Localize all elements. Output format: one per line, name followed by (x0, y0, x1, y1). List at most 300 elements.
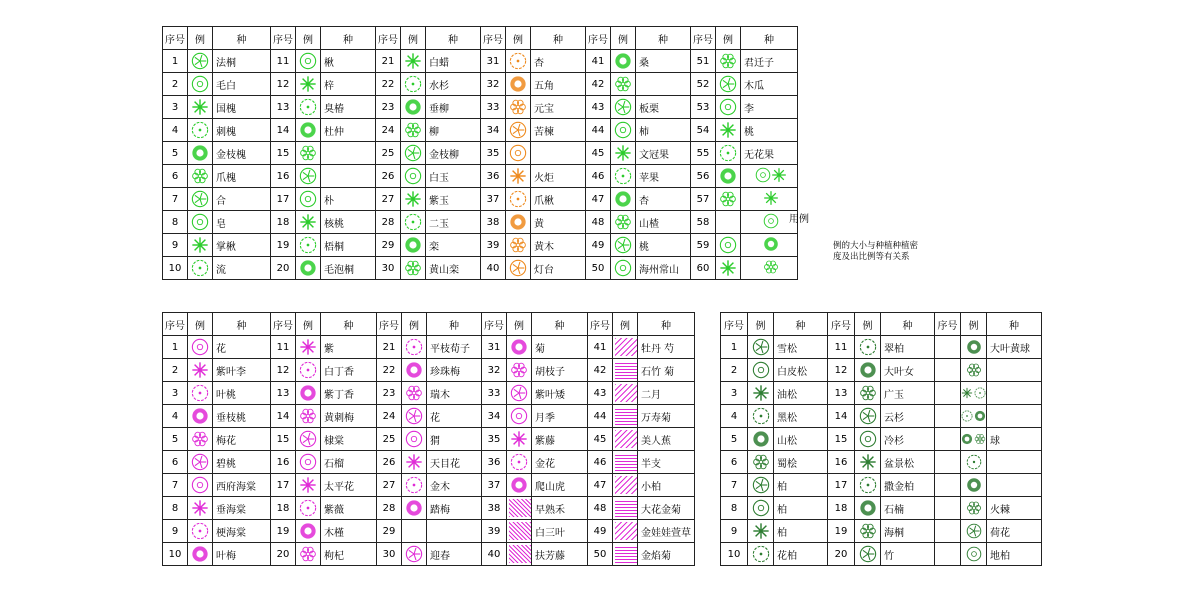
row-number (935, 520, 961, 543)
table-row (163, 211, 798, 234)
species-name: 珍珠梅 (427, 359, 482, 382)
row-number: 41 (586, 50, 611, 73)
symbol-cell (961, 359, 987, 382)
symbol-cell (188, 451, 213, 474)
plant-symbol-icon (299, 190, 317, 208)
header-name: 种 (321, 313, 377, 336)
plant-symbol-icon (614, 144, 632, 162)
plant-symbol-icon (191, 144, 209, 162)
species-name: 火炬 (531, 165, 586, 188)
species-name (321, 165, 376, 188)
plant-symbol-icon (974, 433, 986, 445)
symbol-cell (296, 50, 321, 73)
species-name: 撒金柏 (881, 474, 935, 497)
table-row (163, 257, 798, 280)
symbol-cell (402, 451, 427, 474)
plant-symbol-icon (966, 454, 982, 470)
plant-symbol-icon (299, 259, 317, 277)
row-number: 29 (377, 520, 402, 543)
species-name: 桑 (636, 50, 691, 73)
plant-symbol-icon (509, 121, 527, 139)
row-number: 38 (482, 497, 507, 520)
plant-symbol-icon (299, 338, 317, 356)
plant-symbol-icon (191, 167, 209, 185)
row-number: 2 (721, 359, 748, 382)
symbol-cell (613, 428, 638, 451)
symbol-cell (748, 520, 774, 543)
row-number: 47 (586, 188, 611, 211)
table-row (721, 382, 1042, 405)
species-name: 板栗 (636, 96, 691, 119)
plant-symbol-icon (299, 98, 317, 116)
plant-symbol-icon (510, 361, 528, 379)
species-name: 爪槐 (213, 165, 271, 188)
symbol-cell (611, 119, 636, 142)
plant-symbol-icon (966, 546, 982, 562)
table-row (163, 96, 798, 119)
symbol-cell (296, 359, 321, 382)
plant-symbol-icon (299, 430, 317, 448)
row-number: 54 (691, 119, 716, 142)
row-number: 43 (588, 382, 613, 405)
row-number: 40 (481, 257, 506, 280)
species-name: 灯台 (531, 257, 586, 280)
row-number: 7 (163, 474, 188, 497)
species-name: 元宝 (531, 96, 586, 119)
plant-symbol-icon (404, 144, 422, 162)
plant-symbol-icon (719, 75, 737, 93)
plant-symbol-icon (191, 213, 209, 231)
symbol-cell (613, 543, 638, 566)
plant-symbol-icon (509, 75, 527, 93)
species-name (987, 382, 1042, 405)
species-name: 水杉 (426, 73, 481, 96)
plant-symbol-icon (510, 476, 528, 494)
symbol-cell (296, 474, 321, 497)
species-name: 雪松 (774, 336, 828, 359)
symbol-cell (188, 211, 213, 234)
species-name: 黄山栾 (426, 257, 481, 280)
symbol-cell (716, 234, 741, 257)
plant-symbol-icon (191, 361, 209, 379)
species-name (741, 257, 798, 280)
symbol-cell (188, 497, 213, 520)
symbol-cell (401, 211, 426, 234)
species-name: 皂 (213, 211, 271, 234)
plant-symbol-icon (614, 190, 632, 208)
symbol-cell (611, 50, 636, 73)
row-number (935, 428, 961, 451)
symbol-cell (188, 382, 213, 405)
plant-symbol-icon (509, 167, 527, 185)
symbol-cell (506, 188, 531, 211)
species-name: 叶梅 (213, 543, 271, 566)
row-number: 18 (828, 497, 855, 520)
row-number: 27 (376, 188, 401, 211)
header-icon: 例 (506, 27, 531, 50)
species-name: 翠柏 (881, 336, 935, 359)
row-number: 51 (691, 50, 716, 73)
plant-symbol-icon (299, 453, 317, 471)
row-number: 20 (828, 543, 855, 566)
row-number: 10 (721, 543, 748, 566)
species-name: 紫丁香 (321, 382, 377, 405)
header-no: 序号 (481, 27, 506, 50)
symbol-cell (855, 520, 881, 543)
plant-symbol-icon (299, 407, 317, 425)
row-number: 37 (481, 188, 506, 211)
symbol-cell (748, 336, 774, 359)
symbol-cell (296, 119, 321, 142)
symbol-cell (611, 142, 636, 165)
species-name: 核桃 (321, 211, 376, 234)
row-number: 6 (163, 165, 188, 188)
plant-symbol-icon (961, 387, 973, 399)
row-number (935, 405, 961, 428)
plant-symbol-icon (859, 499, 877, 517)
species-name: 紫薇 (321, 497, 377, 520)
table-row (163, 359, 695, 382)
plant-symbol-icon (405, 499, 423, 517)
plant-symbol-icon (752, 361, 770, 379)
symbol-cell (401, 188, 426, 211)
symbol-cell (188, 96, 213, 119)
species-name: 金枝柳 (426, 142, 481, 165)
plant-symbol-icon (510, 338, 528, 356)
plant-symbol-icon (191, 75, 209, 93)
row-number (935, 359, 961, 382)
symbol-cell (506, 142, 531, 165)
species-name: 苹果 (636, 165, 691, 188)
plant-symbol-icon (405, 545, 423, 563)
symbol-cell (855, 451, 881, 474)
symbol-cell (611, 165, 636, 188)
row-number: 11 (271, 50, 296, 73)
species-name: 毛泡桐 (321, 257, 376, 280)
table-row (163, 188, 798, 211)
plant-symbol-icon (763, 236, 779, 252)
plant-symbol-icon (404, 259, 422, 277)
row-number: 3 (163, 96, 188, 119)
symbol-cell (188, 520, 213, 543)
plant-symbol-icon (191, 453, 209, 471)
tree-legend-table-1 (162, 26, 798, 280)
plant-symbol-icon (299, 361, 317, 379)
row-number (935, 474, 961, 497)
symbol-cell (188, 336, 213, 359)
plant-symbol-icon (614, 52, 632, 70)
symbol-cell (507, 497, 532, 520)
row-number: 19 (828, 520, 855, 543)
species-name: 小柏 (638, 474, 695, 497)
row-number: 14 (271, 119, 296, 142)
symbol-cell (716, 50, 741, 73)
row-number: 12 (271, 73, 296, 96)
symbol-cell (402, 543, 427, 566)
symbol-cell (296, 520, 321, 543)
symbol-cell (188, 73, 213, 96)
row-number: 46 (586, 165, 611, 188)
species-name: 枸杞 (321, 543, 377, 566)
symbol-cell (507, 382, 532, 405)
symbol-cell (402, 359, 427, 382)
species-name: 柏 (774, 520, 828, 543)
symbol-cell (748, 359, 774, 382)
row-number: 34 (482, 405, 507, 428)
hatch-swatch (615, 361, 637, 379)
header-name: 种 (881, 313, 935, 336)
conifer-legend-table (720, 312, 1042, 566)
species-name: 叶桃 (213, 382, 271, 405)
header-icon: 例 (716, 27, 741, 50)
plant-symbol-icon (752, 430, 770, 448)
symbol-cell (507, 543, 532, 566)
plant-symbol-icon (299, 121, 317, 139)
symbol-cell (188, 188, 213, 211)
species-name: 柏 (774, 497, 828, 520)
symbol-cell (188, 359, 213, 382)
row-number: 28 (376, 211, 401, 234)
row-number: 14 (828, 405, 855, 428)
symbol-cell (296, 165, 321, 188)
row-number: 59 (691, 234, 716, 257)
header-no: 序号 (163, 313, 188, 336)
symbol-cell (296, 211, 321, 234)
plant-symbol-icon (404, 236, 422, 254)
plant-symbol-icon (763, 190, 779, 206)
row-number: 17 (271, 188, 296, 211)
species-name: 大叶女 (881, 359, 935, 382)
species-name: 二月 (638, 382, 695, 405)
species-name: 瑞木 (427, 382, 482, 405)
plant-symbol-icon (859, 384, 877, 402)
row-number: 4 (163, 405, 188, 428)
header-no: 序号 (163, 27, 188, 50)
plant-symbol-icon (859, 453, 877, 471)
header-name: 种 (213, 27, 271, 50)
header-name: 种 (638, 313, 695, 336)
row-number (935, 543, 961, 566)
plant-symbol-icon (719, 52, 737, 70)
species-name: 金枝槐 (213, 142, 271, 165)
species-name: 二玉 (426, 211, 481, 234)
row-number: 43 (586, 96, 611, 119)
species-name: 火棘 (987, 497, 1042, 520)
row-number: 11 (271, 336, 296, 359)
species-name: 金焰菊 (638, 543, 695, 566)
species-name: 木瓜 (741, 73, 798, 96)
table-row (163, 382, 695, 405)
symbol-cell (611, 188, 636, 211)
symbol-cell (855, 382, 881, 405)
row-number: 58 (691, 211, 716, 234)
symbol-cell (961, 405, 987, 428)
species-name: 垂海棠 (213, 497, 271, 520)
species-name (531, 142, 586, 165)
species-name: 金花 (532, 451, 588, 474)
species-name: 胡枝子 (532, 359, 588, 382)
row-number: 5 (721, 428, 748, 451)
symbol-cell (507, 336, 532, 359)
species-name: 爪楸 (531, 188, 586, 211)
row-number: 17 (271, 474, 296, 497)
row-number: 7 (163, 188, 188, 211)
symbol-cell (507, 451, 532, 474)
plant-symbol-icon (299, 476, 317, 494)
symbol-cell (506, 257, 531, 280)
symbol-cell (611, 211, 636, 234)
plant-symbol-icon (510, 453, 528, 471)
symbol-cell (613, 474, 638, 497)
row-number: 13 (271, 96, 296, 119)
plant-symbol-icon (510, 430, 528, 448)
hatch-swatch (509, 499, 531, 517)
species-name: 蜀桧 (774, 451, 828, 474)
row-number: 41 (588, 336, 613, 359)
header-no: 序号 (482, 313, 507, 336)
table-row (163, 543, 695, 566)
header-icon: 例 (613, 313, 638, 336)
table-row (163, 73, 798, 96)
species-name: 君迁子 (741, 50, 798, 73)
plant-symbol-icon (405, 407, 423, 425)
plant-symbol-icon (719, 190, 737, 208)
symbol-cell (296, 497, 321, 520)
row-number: 26 (376, 165, 401, 188)
plant-symbol-icon (752, 476, 770, 494)
table-row (721, 428, 1042, 451)
header-name: 种 (427, 313, 482, 336)
hatch-swatch (615, 522, 637, 540)
species-name: 大花金菊 (638, 497, 695, 520)
plant-symbol-icon (974, 387, 986, 399)
hatch-swatch (615, 407, 637, 425)
plant-symbol-icon (509, 98, 527, 116)
table-row (163, 405, 695, 428)
species-name: 垂柳 (426, 96, 481, 119)
plant-symbol-icon (191, 338, 209, 356)
species-name: 山楂 (636, 211, 691, 234)
header-icon: 例 (748, 313, 774, 336)
row-number: 56 (691, 165, 716, 188)
row-number: 49 (588, 520, 613, 543)
row-number: 45 (586, 142, 611, 165)
shrub-legend-table (162, 312, 695, 566)
species-name: 白蜡 (426, 50, 481, 73)
plant-symbol-icon (299, 213, 317, 231)
row-number: 30 (376, 257, 401, 280)
symbol-cell (716, 142, 741, 165)
plant-symbol-icon (299, 167, 317, 185)
table-row (163, 165, 798, 188)
species-name: 合 (213, 188, 271, 211)
plant-symbol-icon (191, 522, 209, 540)
symbol-cell (855, 359, 881, 382)
plant-symbol-icon (191, 52, 209, 70)
species-name: 白三叶 (532, 520, 588, 543)
header-name: 种 (741, 27, 798, 50)
species-name: 油松 (774, 382, 828, 405)
species-name: 黄木 (531, 234, 586, 257)
plant-symbol-icon (859, 407, 877, 425)
species-name: 掌楸 (213, 234, 271, 257)
table-row (163, 50, 798, 73)
symbol-cell (748, 405, 774, 428)
species-name: 紫叶李 (213, 359, 271, 382)
species-name: 棣棠 (321, 428, 377, 451)
species-name: 花 (213, 336, 271, 359)
species-name (987, 359, 1042, 382)
header-no: 序号 (271, 27, 296, 50)
symbol-cell (961, 474, 987, 497)
species-name: 文冠果 (636, 142, 691, 165)
header-icon: 例 (401, 27, 426, 50)
plant-symbol-icon (763, 213, 779, 229)
table-row (721, 405, 1042, 428)
plant-symbol-icon (405, 453, 423, 471)
row-number: 26 (377, 451, 402, 474)
plant-symbol-icon (961, 410, 973, 422)
species-name: 杜仲 (321, 119, 376, 142)
species-name: 杏 (531, 50, 586, 73)
plant-symbol-icon (859, 522, 877, 540)
species-name: 扶芳藤 (532, 543, 588, 566)
plant-symbol-icon (859, 338, 877, 356)
symbol-cell (402, 520, 427, 543)
species-name (741, 165, 798, 188)
symbol-cell (613, 451, 638, 474)
symbol-cell (611, 96, 636, 119)
symbol-cell (188, 142, 213, 165)
plant-symbol-icon (614, 167, 632, 185)
symbol-cell (401, 257, 426, 280)
table-row (163, 142, 798, 165)
species-name: 李 (741, 96, 798, 119)
hatch-swatch (509, 545, 531, 563)
header-no: 序号 (828, 313, 855, 336)
row-number: 45 (588, 428, 613, 451)
header-no: 序号 (377, 313, 402, 336)
row-number: 15 (271, 428, 296, 451)
row-number: 25 (377, 428, 402, 451)
row-number: 10 (163, 257, 188, 280)
header-icon: 例 (188, 27, 213, 50)
species-name: 苦楝 (531, 119, 586, 142)
species-name: 紫藤 (532, 428, 588, 451)
symbol-cell (506, 234, 531, 257)
plant-symbol-icon (405, 476, 423, 494)
legend-usage-label: 用例 (789, 214, 809, 225)
hatch-swatch (615, 545, 637, 563)
symbol-cell (188, 257, 213, 280)
symbol-cell (296, 382, 321, 405)
plant-symbol-icon (404, 121, 422, 139)
species-name: 白皮松 (774, 359, 828, 382)
species-name: 平枝荀子 (427, 336, 482, 359)
species-name: 早熟禾 (532, 497, 588, 520)
symbol-cell (748, 543, 774, 566)
symbol-cell (507, 428, 532, 451)
row-number: 29 (376, 234, 401, 257)
symbol-cell (506, 50, 531, 73)
row-number: 18 (271, 497, 296, 520)
row-number: 2 (163, 359, 188, 382)
row-number: 44 (588, 405, 613, 428)
species-name: 法桐 (213, 50, 271, 73)
row-number (935, 382, 961, 405)
row-number: 5 (163, 142, 188, 165)
species-name (741, 234, 798, 257)
